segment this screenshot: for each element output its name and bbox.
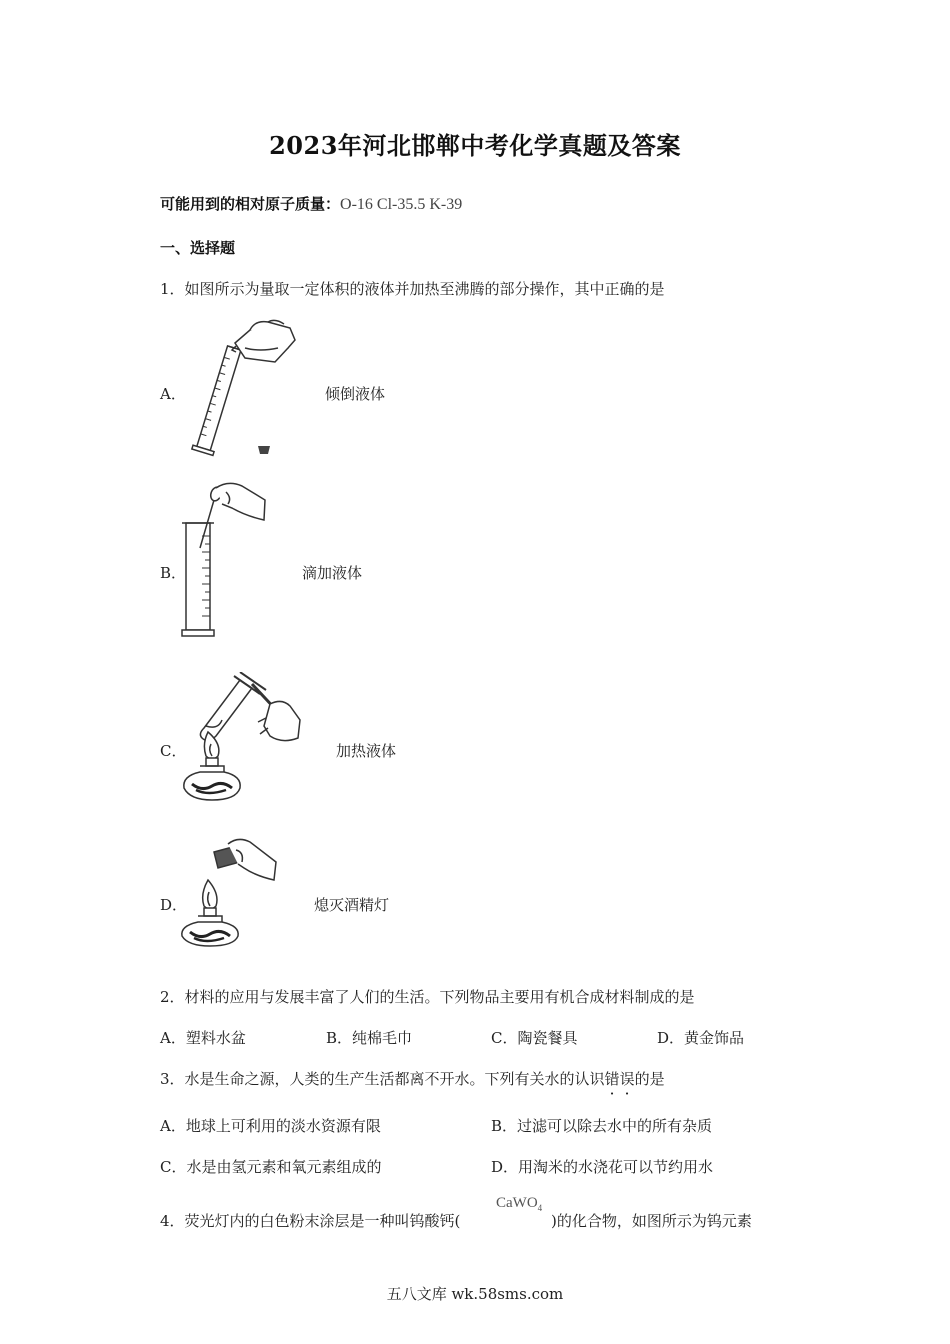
q2-option-a: A．塑料水盆 <box>160 1029 246 1047</box>
footer-watermark: 五八文库 wk.58sms.com <box>386 1285 564 1303</box>
q3-stem-before: 3．水是生命之源，人类的生产生活都离不开水。下列有关水的认识 <box>160 1070 605 1088</box>
atomic-mass-values: O-16 Cl-35.5 K-39 <box>340 196 463 213</box>
q3-option-a: A．地球上可利用的淡水资源有限 <box>160 1117 381 1135</box>
q4-formula <box>496 1195 542 1213</box>
q1-option-d-caption: 熄灭酒精灯 <box>314 896 390 914</box>
q4-formula-main: CaWO <box>496 1195 538 1211</box>
q1-option-a-letter: A． <box>160 385 186 403</box>
section-heading: 一、选择题 <box>160 239 236 257</box>
q3-option-c: C．水是由氢元素和氧元素组成的 <box>160 1158 382 1176</box>
q4-formula-sub: 4 <box>537 1203 543 1213</box>
heat-liquid-figure <box>178 672 303 805</box>
q1-option-c-caption: 加热液体 <box>336 742 397 760</box>
q2-stem: 2．材料的应用与发展丰富了人们的生活。下列物品主要用有机合成材料制成的是 <box>160 988 695 1006</box>
q3-emphasis-2: 误 <box>619 1070 635 1088</box>
q2-option-c: C．陶瓷餐具 <box>491 1029 578 1047</box>
atomic-mass-line <box>160 193 462 214</box>
page-title: 2023年河北邯郸中考化学真题及答案 <box>269 131 681 160</box>
atomic-mass-label: 可能用到的相对原子质量： <box>160 195 341 213</box>
q2-option-b: B．纯棉毛巾 <box>326 1029 413 1047</box>
q3-stem-after: 的是 <box>634 1070 665 1088</box>
q1-option-b-letter: B． <box>160 564 187 582</box>
extinguish-lamp-figure <box>178 836 283 948</box>
q2-option-d: D．黄金饰品 <box>657 1029 745 1047</box>
q3-emphasis-1: 错 <box>604 1070 620 1088</box>
q1-option-a-caption: 倾倒液体 <box>325 385 386 403</box>
pour-liquid-figure <box>180 318 300 458</box>
q3-stem <box>160 1068 665 1089</box>
q4-stem-after: )的化合物，如图所示为钨元素 <box>551 1212 752 1230</box>
q1-option-c-letter: C． <box>160 742 187 760</box>
q1-stem: 1．如图所示为量取一定体积的液体并加热至沸腾的部分操作，其中正确的是 <box>160 280 665 298</box>
q3-option-b: B．过滤可以除去水中的所有杂质 <box>491 1117 713 1135</box>
q4-stem-before: 4．荧光灯内的白色粉末涂层是一种叫钨酸钙( <box>160 1212 461 1230</box>
q1-option-b-caption: 滴加液体 <box>302 564 363 582</box>
drip-liquid-figure <box>180 478 275 640</box>
q1-option-d-letter: D． <box>160 896 188 914</box>
q3-option-d: D．用淘米的水浇花可以节约用水 <box>491 1158 714 1176</box>
